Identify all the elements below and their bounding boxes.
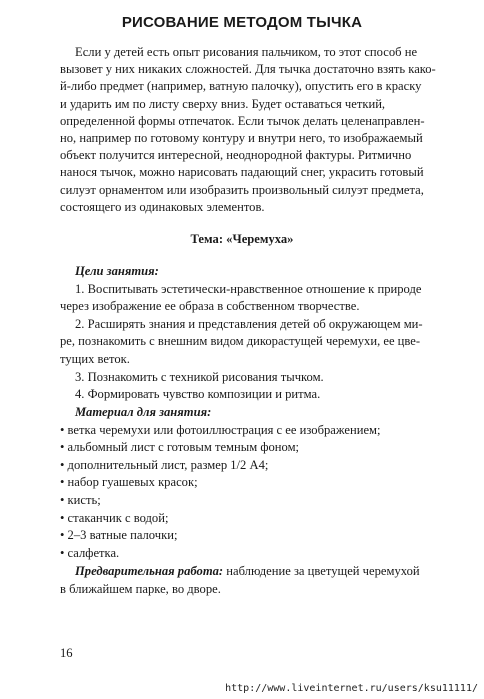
text-line: нанося тычок, можно нарисовать падающий снег, украсить готовый <box>60 165 424 180</box>
materials-heading: Материал для занятия: <box>75 405 212 419</box>
goal-line: через изображение ее образа в собственном творчестве. <box>60 299 360 314</box>
watermark-url: http://www.liveinternet.ru/users/ksu11111/ <box>225 683 478 694</box>
goals-heading: Цели занятия: <box>75 264 159 278</box>
goal-line: ре, познакомить с внешним видом дикорастущей черемухи, ее цве- <box>60 334 421 349</box>
goal-line: 3. Познакомить с техникой рисования тычком. <box>75 369 324 384</box>
preliminary-text: наблюдение за цветущей черемухой <box>223 564 420 578</box>
material-item: • набор гуашевых красок; <box>60 475 198 490</box>
text-line: и ударить им по листу сверху вниз. Будет оставаться четкий, <box>60 96 386 111</box>
intro-paragraph <box>60 44 440 216</box>
preliminary-line: в ближайшем парке, во дворе. <box>60 581 221 596</box>
text-line: силуэт орнаментом или изобразить произвольный силуэт предмета, <box>60 182 424 197</box>
topic-heading: Тема: «Черемуха» <box>190 232 294 246</box>
text-line: й-либо предмет (например, ватную палочку), опустить его в краску <box>60 79 422 94</box>
material-item: • ветка черемухи или фотоиллюстрация с ее изображением; <box>60 422 381 437</box>
page-number: 16 <box>60 646 73 660</box>
materials-section <box>60 404 440 562</box>
text-line: но, например по готовому контуру и внутри него, то изображаемый <box>60 131 423 146</box>
material-item: • кисть; <box>60 492 101 507</box>
preliminary-line <box>60 563 440 581</box>
goals-section <box>60 263 440 404</box>
text-line: вызовет у них никаких сложностей. Для тычка достаточно взять како- <box>60 62 436 77</box>
goal-line: 4. Формировать чувство композиции и ритма. <box>75 387 321 402</box>
material-item: • дополнительный лист, размер 1/2 А4; <box>60 457 269 472</box>
preliminary-section <box>60 563 440 598</box>
goal-line: тущих веток. <box>60 351 130 366</box>
page-title: РИСОВАНИЕ МЕТОДОМ ТЫЧКА <box>121 14 363 31</box>
text-line: Если у детей есть опыт рисования пальчиком, то этот способ не <box>75 45 418 59</box>
material-item: • салфетка. <box>60 545 120 560</box>
text-line: определенной формы отпечаток. Если тычок делать целенаправлен- <box>60 113 425 128</box>
goal-line: 1. Воспитывать эстетически-нравственное отношение к природе <box>75 281 422 296</box>
material-item: • альбомный лист с готовым темным фоном; <box>60 440 300 455</box>
text-line: объект получится интересной, неоднородной фактуры. Ритмично <box>60 148 412 163</box>
material-item: • 2–3 ватные палочки; <box>60 528 178 543</box>
text-line: состоящего из одинаковых элементов. <box>60 199 265 214</box>
preliminary-heading: Предварительная работа: <box>75 564 224 578</box>
material-item: • стаканчик с водой; <box>60 510 169 525</box>
goal-line: 2. Расширять знания и представления детей об окружающем ми- <box>75 316 423 331</box>
